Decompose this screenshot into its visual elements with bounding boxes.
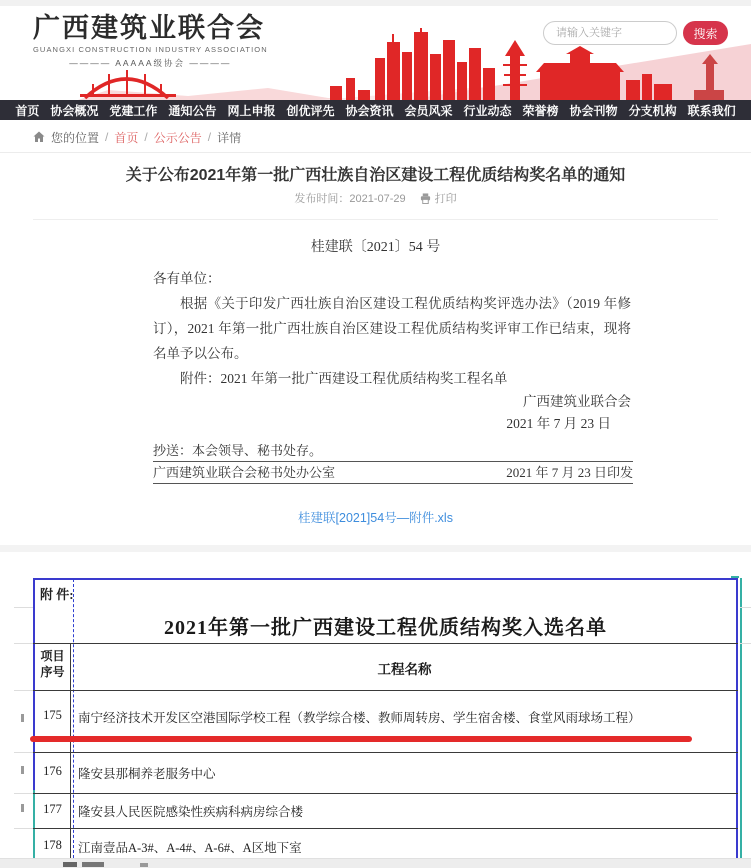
bottom-strip xyxy=(0,858,751,868)
nav-item-publications[interactable]: 协会刊物 xyxy=(569,103,618,118)
main-nav xyxy=(0,100,751,120)
article-meta xyxy=(0,190,751,206)
publish-date: 2021-07-29 xyxy=(349,193,406,205)
attachment-row xyxy=(0,508,751,526)
gridline-stub xyxy=(740,643,751,644)
breadcrumb-link-notice[interactable]: 公示公告 xyxy=(153,130,202,145)
cropped-artifact xyxy=(21,714,24,722)
publish-label: 发布时间： xyxy=(294,193,350,205)
salutation: 各有单位： xyxy=(153,271,221,286)
paragraph-attachment: 附件：2021 年第一批广西建设工程优质结构奖工程名单 xyxy=(180,371,508,386)
grid-line xyxy=(33,690,738,691)
cropped-artifact xyxy=(21,766,24,774)
breadcrumb-separator: / xyxy=(144,130,148,144)
nav-item-party[interactable]: 党建工作 xyxy=(109,103,158,118)
print-label: 打印 xyxy=(434,193,457,205)
excel-selection-edge-right xyxy=(740,578,742,858)
grid-line xyxy=(33,752,738,753)
issuer: 广西建筑业联合会秘书处办公室 xyxy=(153,465,336,480)
row-no: 178 xyxy=(43,838,62,852)
cc-block xyxy=(153,440,633,484)
row-name: 江南壹品A-3#、A-4#、A-6#、A区地下室 xyxy=(78,841,302,855)
search-button[interactable]: 搜索 xyxy=(683,21,728,45)
signer-name: 广西建筑业联合会 xyxy=(523,394,631,409)
red-highlight-underline xyxy=(30,736,692,742)
column-header-name: 工程名称 xyxy=(377,662,432,677)
logo-subtitle: GUANGXI CONSTRUCTION INDUSTRY ASSOCIATION xyxy=(33,45,268,54)
gridline-stub xyxy=(14,643,33,644)
column-header-no-line1: 项目 xyxy=(40,649,65,663)
gridline-stub xyxy=(740,607,751,608)
grid-line xyxy=(33,793,738,794)
page-title: 关于公布2021年第一批广西壮族自治区建设工程优质结构奖名单的通知 xyxy=(125,167,626,184)
issue-line xyxy=(153,462,633,484)
nav-item-news[interactable]: 协会资讯 xyxy=(345,103,394,118)
row-name: 南宁经济技术开发区空港国际学校工程（教学综合楼、教师周转房、学生宿舍楼、食堂风雨球场工程） xyxy=(78,711,641,725)
logo-title: 广西建筑业联合会 xyxy=(33,13,265,43)
issue-date: 2021 年 7 月 23 日印发 xyxy=(506,465,633,480)
table-title: 2021年第一批广西建设工程优质结构奖入选名单 xyxy=(164,617,607,639)
nav-item-home[interactable]: 首页 xyxy=(15,103,40,118)
home-icon xyxy=(33,131,45,143)
signer-date: 2021 年 7 月 23 日 xyxy=(506,416,611,431)
divider xyxy=(33,219,718,220)
nav-item-overview[interactable]: 协会概况 xyxy=(50,103,99,118)
publish-time xyxy=(294,190,405,206)
gridline-stub xyxy=(14,793,33,794)
cropped-artifact xyxy=(140,863,148,867)
row-no: 175 xyxy=(43,708,62,722)
doc-number: 桂建联〔2021〕54 号 xyxy=(310,240,441,255)
row-no: 176 xyxy=(43,764,62,778)
logo-grade: ———— AAAAA级协会 ———— xyxy=(69,58,232,68)
breadcrumb-separator: / xyxy=(105,130,109,144)
attachment-link[interactable]: 桂建联[2021]54号—附件.xls xyxy=(298,511,453,525)
nav-item-honor[interactable]: 荣誉榜 xyxy=(522,103,559,118)
row-no: 177 xyxy=(43,802,62,816)
section-gap xyxy=(0,545,751,552)
nav-item-branches[interactable]: 分支机构 xyxy=(628,103,677,118)
nav-item-notices[interactable]: 通知公告 xyxy=(168,103,217,118)
breadcrumb-separator: / xyxy=(207,130,212,144)
nav-item-industry[interactable]: 行业动态 xyxy=(463,103,512,118)
doc-body xyxy=(153,266,631,391)
cropped-artifact xyxy=(82,862,104,867)
gridline-stub xyxy=(14,690,33,691)
gridline-stub xyxy=(14,607,33,608)
printer-icon xyxy=(420,193,431,204)
row-name: 隆安县人民医院感染性疾病科病房综合楼 xyxy=(78,805,304,819)
grid-line xyxy=(33,643,738,644)
cc-line: 抄送：本会领导、秘书处存。 xyxy=(153,440,633,462)
breadcrumb-link-home[interactable]: 首页 xyxy=(114,130,139,145)
gridline-stub xyxy=(14,828,33,829)
nav-item-members[interactable]: 会员风采 xyxy=(404,103,453,118)
attachment-corner-label: 附 件: xyxy=(40,587,74,602)
skyline-graphic xyxy=(78,28,751,100)
cropped-artifact xyxy=(21,804,24,812)
top-strip xyxy=(0,0,751,6)
row-name: 隆安县那桐养老服务中心 xyxy=(78,767,216,781)
nav-item-online-declare[interactable]: 网上申报 xyxy=(227,103,276,118)
breadcrumb-current: 详情 xyxy=(217,130,242,145)
cropped-artifact xyxy=(63,862,77,867)
breadcrumb xyxy=(33,128,241,146)
nav-item-contact[interactable]: 联系我们 xyxy=(687,103,736,118)
print-button[interactable] xyxy=(420,190,457,206)
grid-line xyxy=(33,828,738,829)
breadcrumb-prefix: 您的位置 xyxy=(51,130,100,145)
paragraph-main: 根据《关于印发广西壮族自治区建设工程优质结构奖评选办法》（2019 年修订），2021 年第一批广西壮族自治区建设工程优质结构奖评审工作已结束，现将名单予以公布。 xyxy=(153,296,631,361)
column-header-no-line2: 序号 xyxy=(40,665,65,679)
excel-selection-corner xyxy=(731,576,739,578)
column-header-no xyxy=(34,648,71,680)
nav-item-excellence[interactable]: 创优评先 xyxy=(286,103,335,118)
gridline-stub xyxy=(14,752,33,753)
divider xyxy=(0,152,751,153)
